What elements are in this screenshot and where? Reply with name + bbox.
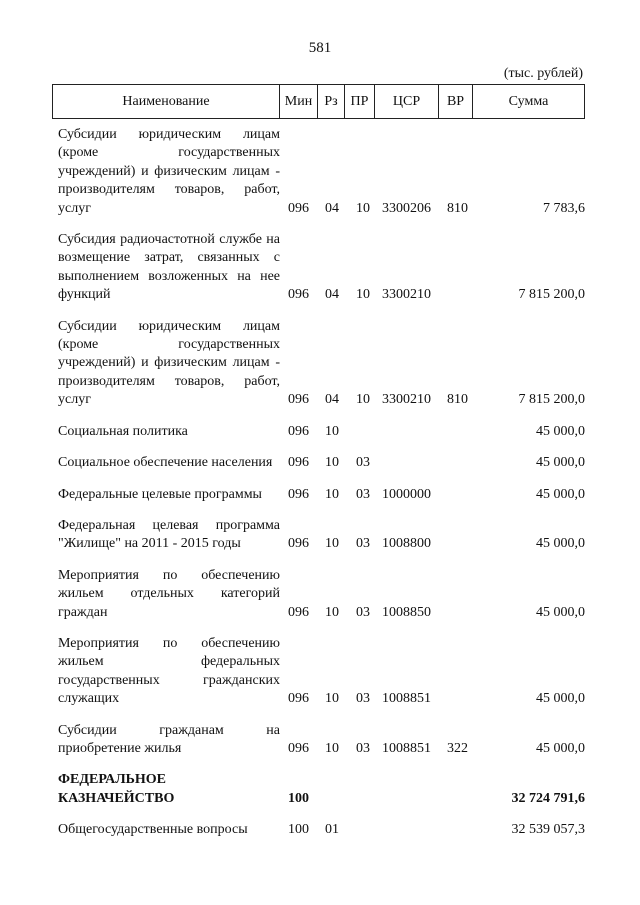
row-pr: 03 [356,604,370,620]
row-name: ФЕДЕРАЛЬНОЕ КАЗНАЧЕЙСТВО [58,772,175,806]
header-pr: ПР [345,85,375,118]
row-min: 096 [288,691,309,707]
row-csr: 1008851 [382,740,431,756]
row-csr: 3300206 [382,200,431,216]
row-min: 096 [288,200,309,216]
row-name: Мероприятия по обеспечению жильем федеральных государственных гражданских служащих [58,635,280,707]
row-name: Мероприятия по обеспечению жильем отдельных категорий граждан [58,567,280,620]
row-vr: 810 [447,392,468,408]
table-row [52,423,585,441]
row-rz: 04 [325,392,339,408]
row-rz: 10 [325,691,339,707]
table-body [52,126,585,853]
table-row [52,722,585,759]
header-sum: Сумма [508,93,549,109]
row-pr: 10 [356,200,370,216]
row-vr: 810 [447,200,468,216]
row-pr: 10 [356,392,370,408]
row-min: 096 [288,392,309,408]
row-csr: 3300210 [382,392,431,408]
row-pr: 03 [356,740,370,756]
units-label: (тыс. рублей) [503,66,583,81]
row-name: Субсидии юридическим лицам (кроме государственных учреждений) и физическим лицам - производителям товаров, работ, услуг [58,318,280,408]
table-row [52,318,585,410]
row-name: Общегосударственные вопросы [58,822,248,838]
row-pr: 03 [356,486,370,502]
row-name: Субсидия радиочастотной службе на возмещение затрат, связанных с выполнением возложенных на нее функций [58,232,280,303]
row-sum: 45 000,0 [536,455,585,471]
row-rz: 10 [325,423,339,439]
row-min: 096 [288,536,309,552]
row-rz: 10 [325,486,339,502]
header-csr: ЦСР [375,85,439,118]
row-min: 096 [288,740,309,756]
row-name: Социальное обеспечение населения [58,455,273,471]
header-vr: ВР [439,85,473,118]
row-min: 096 [288,423,309,439]
row-pr: 10 [356,287,370,303]
row-sum: 45 000,0 [536,604,585,620]
row-rz: 10 [325,604,339,620]
row-pr: 03 [356,455,370,471]
table-row [52,486,585,504]
row-min: 100 [288,790,309,806]
row-rz: 10 [325,455,339,471]
row-sum: 45 000,0 [536,536,585,552]
row-sum: 45 000,0 [536,423,585,439]
row-rz: 04 [325,200,339,216]
row-vr: 322 [447,740,468,756]
row-pr: 03 [356,691,370,707]
row-sum: 7 815 200,0 [518,287,585,303]
row-rz: 10 [325,740,339,756]
row-sum: 32 724 791,6 [511,790,585,806]
row-sum: 45 000,0 [536,740,585,756]
row-name: Субсидии гражданам на приобретение жилья [58,722,280,756]
row-name: Федеральная целевая программа "Жилище" на 2011 - 2015 годы [58,517,280,552]
table-header [52,84,585,119]
page-number: 581 [308,40,332,56]
row-csr: 1000000 [382,486,431,502]
row-name: Социальная политика [58,423,188,439]
row-sum: 7 815 200,0 [518,392,585,408]
row-min: 100 [288,822,309,838]
row-rz: 01 [325,822,339,838]
table-row [52,821,585,839]
table-row [52,635,585,709]
table-row [52,771,585,808]
row-min: 096 [288,604,309,620]
row-min: 096 [288,455,309,471]
table-row [52,567,585,622]
row-name: Федеральные целевые программы [58,486,262,502]
row-min: 096 [288,287,309,303]
header-name: Наименование [53,85,280,118]
table-row [52,517,585,554]
row-name: Субсидии юридическим лицам (кроме государственных учреждений) и физическим лицам - производителям товаров, работ, услуг [58,127,280,216]
row-csr: 3300210 [382,287,431,303]
row-csr: 1008800 [382,536,431,552]
header-min: Мин [280,85,318,118]
table-row [52,231,585,305]
row-rz: 04 [325,287,339,303]
row-sum: 32 539 057,3 [511,822,585,838]
table-row [52,126,585,218]
row-sum: 7 783,6 [543,200,585,216]
header-rz: Рз [318,85,345,118]
table-row [52,454,585,472]
row-min: 096 [288,486,309,502]
row-rz: 10 [325,536,339,552]
row-pr: 03 [356,536,370,552]
row-sum: 45 000,0 [536,486,585,502]
row-csr: 1008851 [382,691,431,707]
row-sum: 45 000,0 [536,691,585,707]
row-csr: 1008850 [382,604,431,620]
